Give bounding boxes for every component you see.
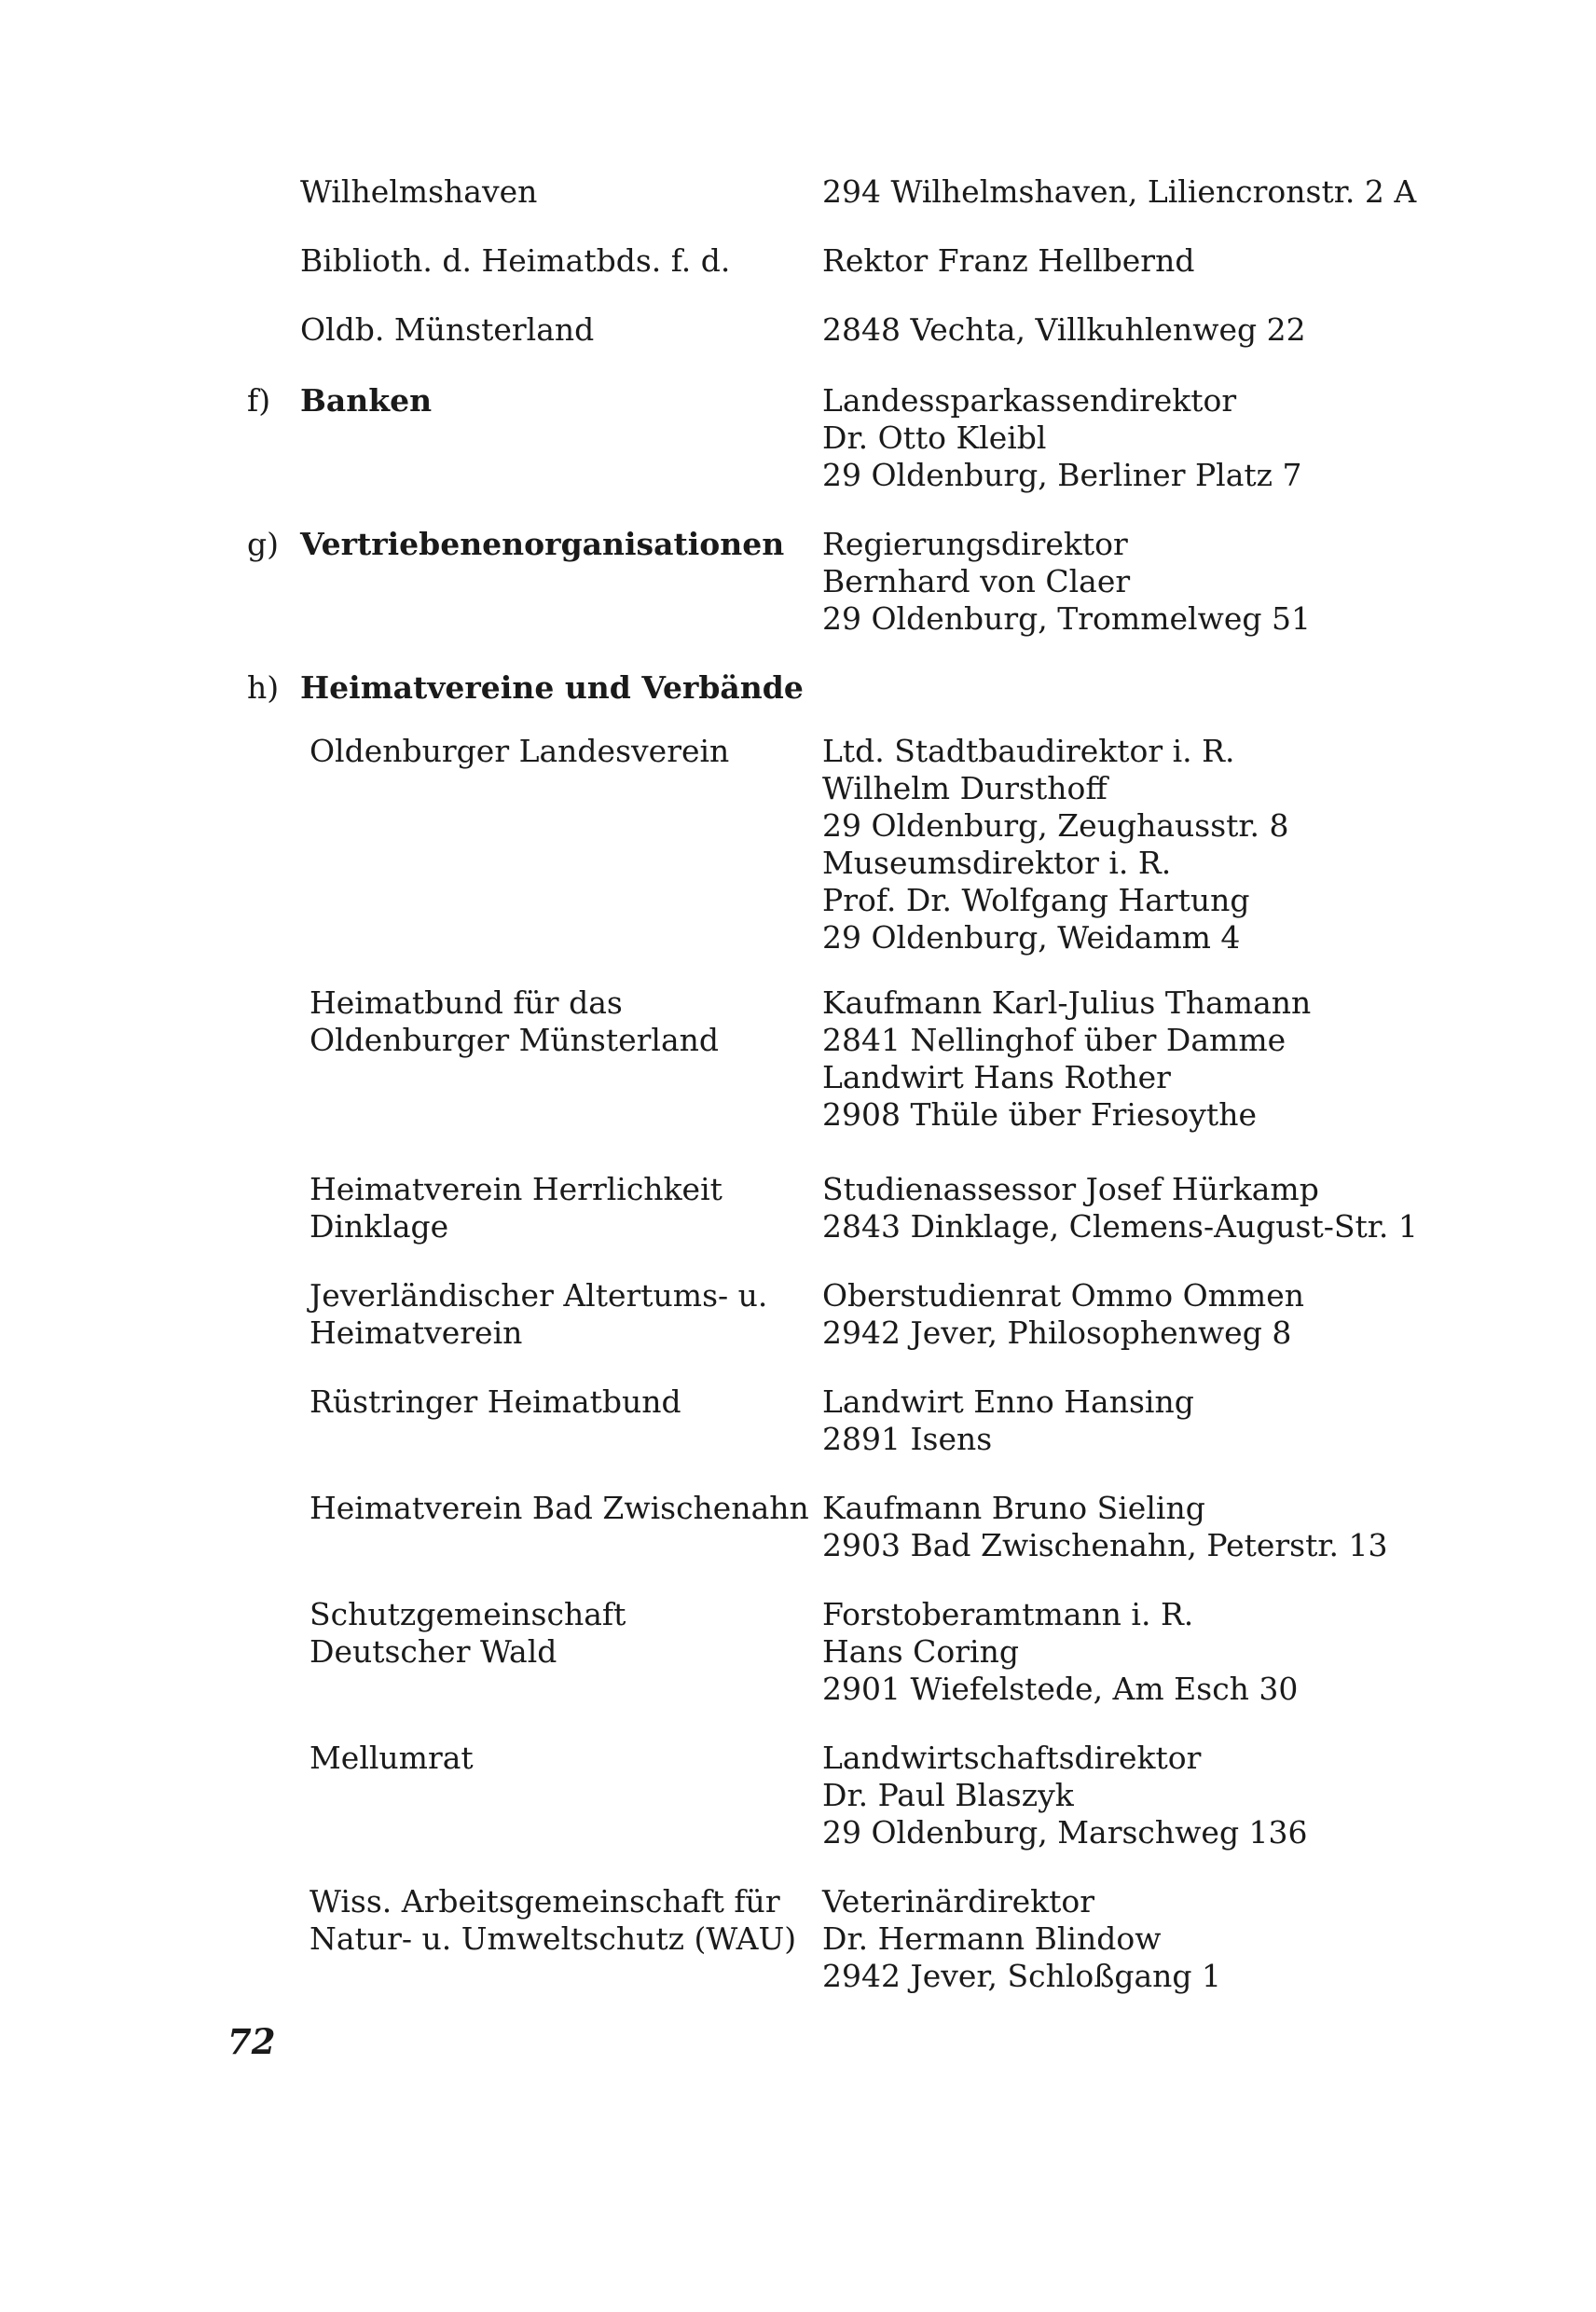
contact-line: Wilhelm Dursthoff bbox=[822, 770, 1108, 806]
org-line: Oldb. Münsterland bbox=[300, 311, 595, 348]
section-marker: f) bbox=[247, 382, 271, 419]
contact-info bbox=[822, 173, 1549, 211]
contact-line: Landessparkassendirektor bbox=[822, 382, 1237, 419]
organization-name bbox=[310, 1383, 794, 1421]
contact-line: Dr. Otto Kleibl bbox=[822, 420, 1047, 456]
section-heading bbox=[300, 669, 804, 707]
contact-line: 294 Wilhelmshaven, Liliencronstr. 2 A bbox=[822, 173, 1417, 210]
contact-info bbox=[822, 242, 1549, 280]
organization-name bbox=[310, 1883, 797, 1958]
org-line: Biblioth. d. Heimatbds. f. d. bbox=[300, 242, 731, 279]
contact-line: Ltd. Stadtbaudirektor i. R. bbox=[822, 733, 1235, 769]
org-line: Jeverländischer Altertums- u. bbox=[310, 1277, 768, 1314]
contact-line: Bernhard von Claer bbox=[822, 563, 1131, 599]
heading-line: Vertriebenenorganisationen bbox=[300, 526, 785, 562]
contact-info bbox=[822, 1277, 1549, 1352]
contact-line: Studienassessor Josef Hürkamp bbox=[822, 1171, 1319, 1207]
contact-info bbox=[822, 1740, 1549, 1851]
org-line: Oldenburger Landesverein bbox=[310, 733, 730, 769]
organization-name bbox=[300, 311, 785, 349]
page-number: 72 bbox=[227, 2021, 276, 2062]
contact-info bbox=[822, 1596, 1549, 1708]
org-line: Deutscher Wald bbox=[310, 1633, 557, 1670]
section-marker: h) bbox=[247, 669, 280, 706]
org-line: Mellumrat bbox=[310, 1740, 474, 1776]
org-line: Heimatverein Herrlichkeit bbox=[310, 1171, 722, 1207]
contact-info bbox=[822, 984, 1549, 1134]
contact-line: 2841 Nellinghof über Damme bbox=[822, 1022, 1286, 1058]
org-line: Natur- u. Umweltschutz (WAU) bbox=[310, 1920, 797, 1957]
contact-line: 2901 Wiefelstede, Am Esch 30 bbox=[822, 1671, 1299, 1707]
contact-line: 29 Oldenburg, Trommelweg 51 bbox=[822, 600, 1311, 637]
contact-info bbox=[822, 1383, 1549, 1458]
organization-name bbox=[310, 984, 794, 1059]
contact-line: Kaufmann Bruno Sieling bbox=[822, 1490, 1205, 1526]
org-line: Heimatbund für das bbox=[310, 984, 623, 1021]
org-line: Heimatverein bbox=[310, 1314, 523, 1351]
organization-name bbox=[310, 1277, 794, 1352]
contact-info bbox=[822, 382, 1549, 494]
contact-line: Dr. Hermann Blindow bbox=[822, 1920, 1162, 1957]
contact-line: Oberstudienrat Ommo Ommen bbox=[822, 1277, 1305, 1314]
contact-line: Hans Coring bbox=[822, 1633, 1019, 1670]
organization-name bbox=[310, 1490, 809, 1527]
contact-line: 29 Oldenburg, Marschweg 136 bbox=[822, 1814, 1308, 1851]
contact-line: 29 Oldenburg, Berliner Platz 7 bbox=[822, 457, 1302, 493]
contact-info bbox=[822, 733, 1549, 956]
contact-line: 2891 Isens bbox=[822, 1421, 993, 1457]
section-heading bbox=[300, 526, 785, 563]
contact-line: 2908 Thüle über Friesoythe bbox=[822, 1096, 1257, 1133]
heading-line: Heimatvereine und Verbände bbox=[300, 669, 804, 706]
contact-line: Landwirt Enno Hansing bbox=[822, 1383, 1194, 1420]
organization-name bbox=[310, 1596, 794, 1671]
contact-info bbox=[822, 526, 1549, 638]
contact-info bbox=[822, 311, 1549, 349]
contact-info bbox=[822, 1490, 1549, 1564]
contact-line: 2843 Dinklage, Clemens-August-Str. 1 bbox=[822, 1208, 1418, 1245]
contact-line: 2848 Vechta, Villkuhlenweg 22 bbox=[822, 311, 1306, 348]
contact-line: Dr. Paul Blaszyk bbox=[822, 1777, 1074, 1813]
organization-name bbox=[300, 173, 785, 211]
contact-line: Kaufmann Karl-Julius Thamann bbox=[822, 984, 1312, 1021]
contact-line: Forstoberamtmann i. R. bbox=[822, 1596, 1194, 1632]
contact-line: 2903 Bad Zwischenahn, Peterstr. 13 bbox=[822, 1527, 1388, 1563]
contact-info bbox=[822, 1883, 1549, 1995]
contact-line: 2942 Jever, Schloßgang 1 bbox=[822, 1958, 1222, 1994]
org-line: Oldenburger Münsterland bbox=[310, 1022, 719, 1058]
contact-line: 29 Oldenburg, Weidamm 4 bbox=[822, 919, 1241, 956]
contact-line: Landwirt Hans Rother bbox=[822, 1059, 1171, 1095]
org-line: Wiss. Arbeitsgemeinschaft für bbox=[310, 1883, 780, 1920]
organization-name bbox=[300, 242, 785, 280]
contact-info bbox=[822, 1171, 1549, 1245]
org-line: Dinklage bbox=[310, 1208, 449, 1245]
section-heading bbox=[300, 382, 785, 420]
heading-line: Banken bbox=[300, 382, 433, 419]
org-line: Wilhelmshaven bbox=[300, 173, 538, 210]
contact-line: Prof. Dr. Wolfgang Hartung bbox=[822, 882, 1250, 918]
contact-line: Landwirtschaftsdirektor bbox=[822, 1740, 1202, 1776]
org-line: Schutzgemeinschaft bbox=[310, 1596, 626, 1632]
contact-line: Veterinärdirektor bbox=[822, 1883, 1095, 1920]
contact-line: Regierungsdirektor bbox=[822, 526, 1128, 562]
contact-line: Museumsdirektor i. R. bbox=[822, 845, 1172, 881]
org-line: Heimatverein Bad Zwischenahn bbox=[310, 1490, 809, 1526]
org-line: Rüstringer Heimatbund bbox=[310, 1383, 681, 1420]
contact-line: Rektor Franz Hellbernd bbox=[822, 242, 1195, 279]
section-marker: g) bbox=[247, 526, 279, 562]
organization-name bbox=[310, 733, 794, 770]
organization-name bbox=[310, 1171, 794, 1245]
contact-line: 2942 Jever, Philosophenweg 8 bbox=[822, 1314, 1292, 1351]
organization-name bbox=[310, 1740, 794, 1777]
contact-line: 29 Oldenburg, Zeughausstr. 8 bbox=[822, 807, 1289, 844]
